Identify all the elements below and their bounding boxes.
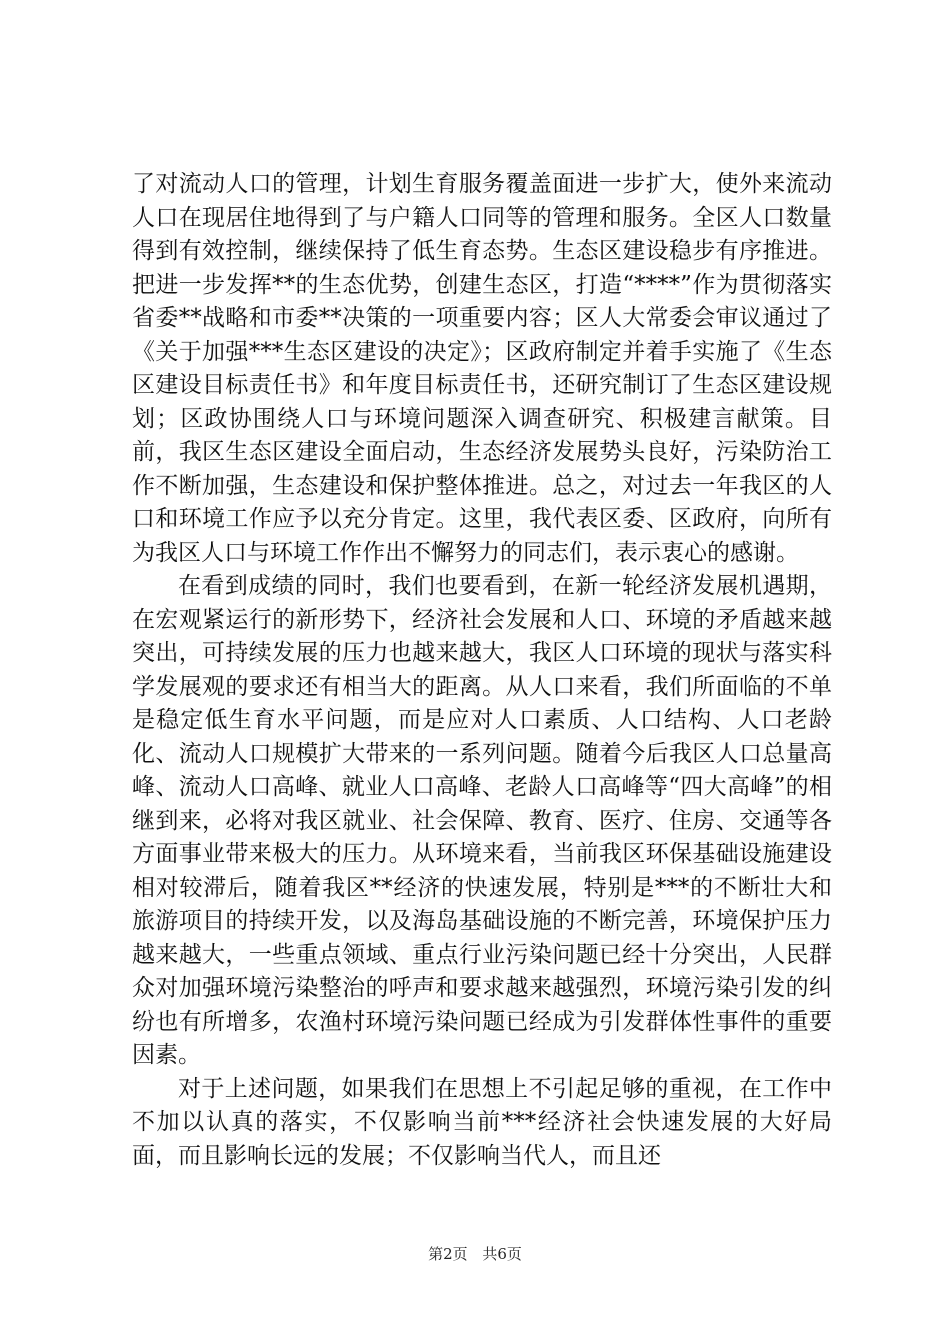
- document-body: [132, 168, 832, 1173]
- page-footer: [0, 1243, 950, 1264]
- paragraph-conclusion: 对于上述问题，如果我们在思想上不引起足够的重视，在工作中不加以认真的落实，不仅影响当前***经济社会快速发展的大好局面，而且影响长远的发展；不仅影响当代人，而且还: [132, 1075, 832, 1169]
- page-number: 第2页: [428, 1245, 468, 1263]
- paragraph-challenges: 在看到成绩的同时，我们也要看到，在新一轮经济发展机遇期，在宏观紧运行的新形势下，经济社会发展和人口、环境的矛盾越来越突出，可持续发展的压力也越来越大，我区人口环境的现状与落实科学发展观的要求还有相当大的距离。从人口来看，我们所面临的不单是稳定低生育水平问题，而是应对人口素质、人口结构、人口老龄化、流动人口规模扩大带来的一系列问题。随着今后我区人口总量高峰、流动人口高峰、就业人口高峰、老龄人口高峰等“四大高峰”的相继到来，必将对我区就业、社会保障、教育、医疗、住房、交通等各方面事业带来极大的压力。从环境来看，当前我区环保基础设施建设相对较滞后，随着我区**经济的快速发展，特别是***的不断壮大和旅游项目的持续开发，以及海岛基础设施的不断完善，环境保护压力越来越大，一些重点领域、重点行业污染问题已经十分突出，人民群众对加强环境污染整治的呼声和要求越来越强烈，环境污染引发的纠纷也有所增多，农渔村环境污染问题已经成为引发群体性事件的重要因素。: [132, 573, 832, 1068]
- paragraph-continued: 了对流动人口的管理，计划生育服务覆盖面进一步扩大，使外来流动人口在现居住地得到了与户籍人口同等的管理和服务。全区人口数量得到有效控制，继续保持了低生育态势。生态区建设稳步有序推进。把进一步发挥**的生态优势，创建生态区，打造“****”作为贯彻落实省委**战略和市委**决策的一项重要内容；区人大常委会审议通过了《关于加强***生态区建设的决定》；区政府制定并着手实施了《生态区建设目标责任书》和年度目标责任书，还研究制订了生态区建设规划；区政协围绕人口与环境问题深入调查研究、积极建言献策。目前，我区生态区建设全面启动，生态经济发展势头良好，污染防治工作不断加强，生态建设和保护整体推进。总之，对过去一年我区的人口和环境工作应予以充分肯定。这里，我代表区委、区政府，向所有为我区人口与环境工作作出不懈努力的同志们，表示衷心的感谢。: [132, 171, 832, 566]
- page-total: 共6页: [482, 1245, 522, 1263]
